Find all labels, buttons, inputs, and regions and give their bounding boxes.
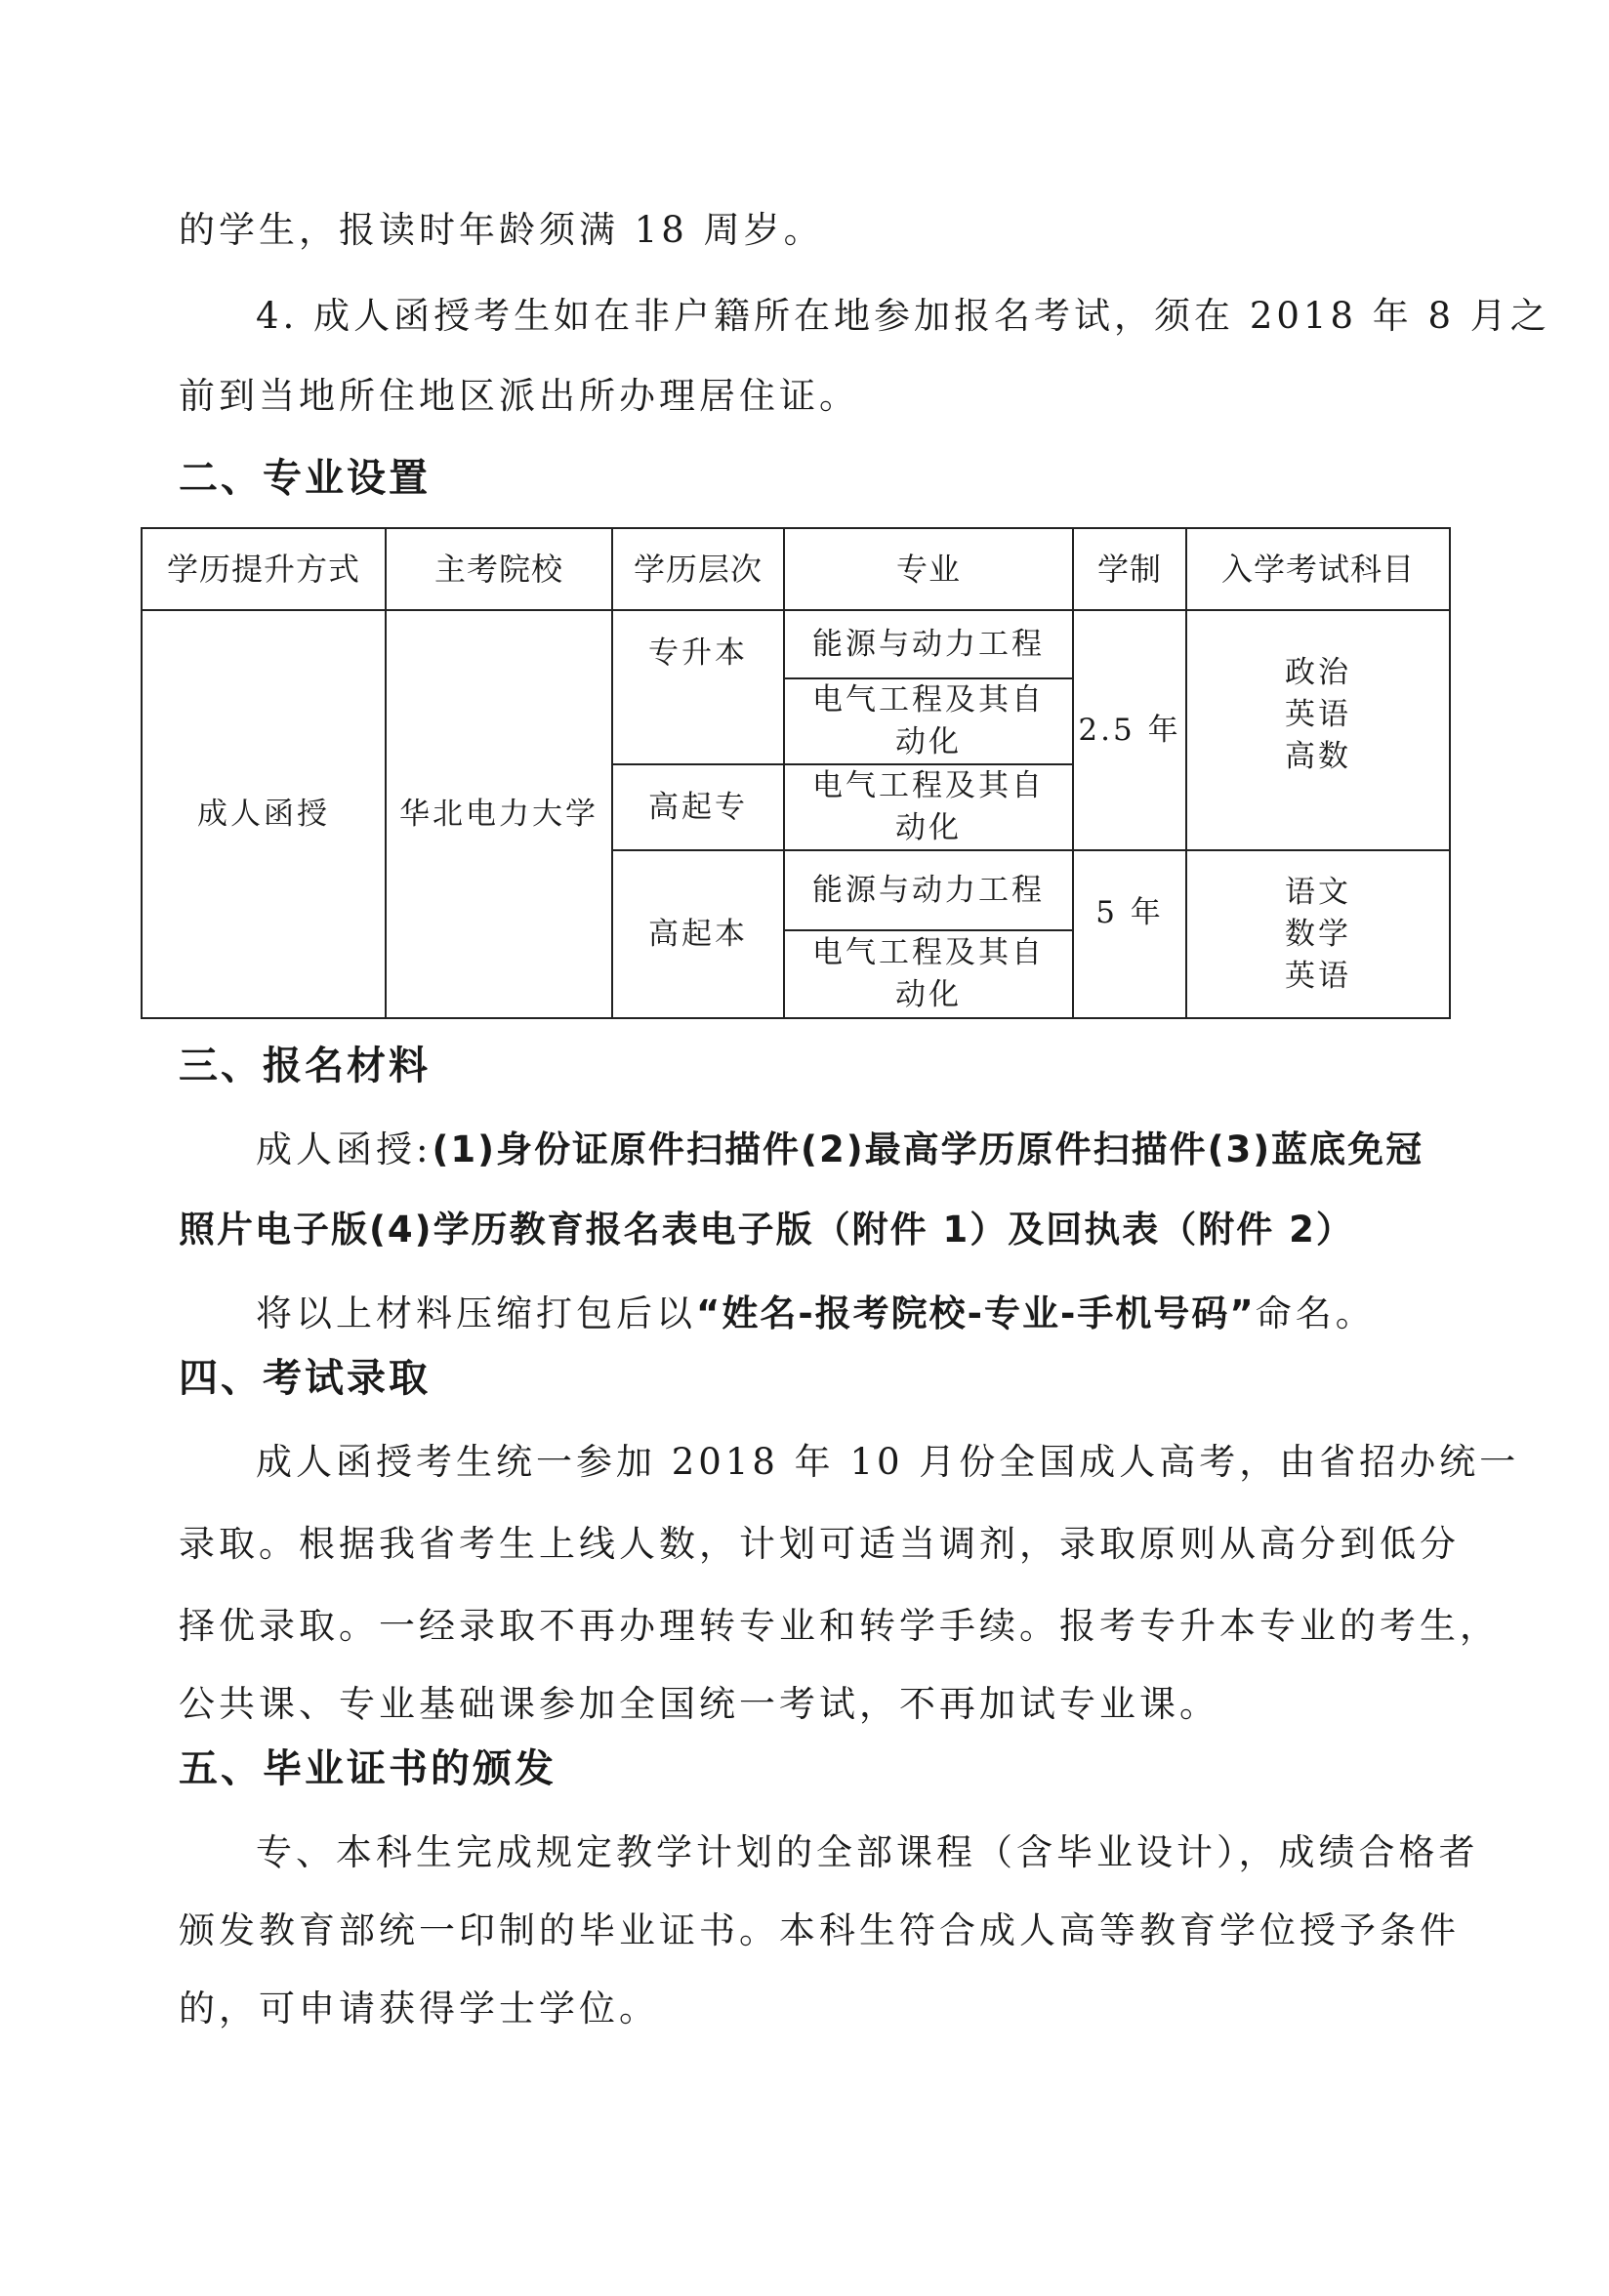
major-text: 动化 [895,810,962,845]
admission-line: 公共课、专业基础课参加全国统一考试，不再加试专业课。 [179,1683,1219,1725]
cell-mode: 成人函授 [197,796,330,832]
item-4-line-1: 4. 成人函授考生如在非户籍所在地参加报名考试，须在 2018 年 8 月之 [256,295,1550,337]
admission-line: 成人函授考生统一参加 2018 年 10 月份全国成人高考，由省招办统一 [256,1441,1520,1483]
certificate-line: 颁发教育部统一印制的毕业证书。本科生符合成人高等教育学位授予条件 [179,1909,1460,1951]
cell-subjects-a [1187,611,1449,849]
major-text: 电气工程及其自 [812,682,1045,718]
major-text: 动化 [895,977,962,1012]
section-5-heading: 五、毕业证书的颁发 [179,1746,557,1791]
cell-level-gqz: 高起专 [648,789,748,825]
materials-line-3 [256,1289,1496,1339]
header-level: 学历层次 [633,550,763,588]
materials-naming-prefix: 将以上材料压缩打包后以 [256,1292,696,1334]
materials-prefix: 成人函授: [256,1128,433,1170]
intro-line: 的学生，报读时年龄须满 18 周岁。 [179,209,824,251]
cell-school: 华北电力大学 [399,796,598,832]
header-mode: 学历提升方式 [166,550,360,588]
section-2-heading: 二、专业设置 [179,456,431,501]
cell-level-gqb: 高起本 [648,916,748,952]
certificate-line: 的，可申请获得学士学位。 [179,1988,659,2030]
subject-text: 英语 [1285,958,1351,994]
cell-subjects-b [1187,851,1449,1017]
section-3-heading: 三、报名材料 [179,1044,431,1088]
cell-duration-25: 2.5 年 [1078,712,1181,748]
major-text: 电气工程及其自 [812,935,1045,970]
cell-duration-5: 5 年 [1095,895,1164,930]
major-text: 动化 [895,724,962,759]
subject-text: 政治 [1285,655,1351,690]
cell-major-energy-2: 能源与动力工程 [812,872,1045,908]
header-school: 主考院校 [433,550,563,588]
header-subjects: 入学考试科目 [1220,550,1415,588]
subject-text: 数学 [1285,916,1351,952]
section-4-heading: 四、考试录取 [179,1356,431,1401]
cell-major-electrical-1 [785,679,1072,763]
subject-text: 英语 [1285,697,1351,732]
cell-major-electrical-3 [785,931,1072,1017]
subject-text: 语文 [1285,874,1351,910]
cell-level-zsb: 专升本 [648,636,748,671]
major-text: 电气工程及其自 [812,768,1045,803]
materials-list: (1)身份证原件扫描件(2)最高学历原件扫描件(3)蓝底免冠 [432,1128,1424,1170]
materials-line-2: 照片电子版(4)学历教育报名表电子版（附件 1）及回执表（附件 2） [179,1209,1354,1250]
subject-text: 高数 [1285,739,1351,774]
materials-naming-suffix: 命名。 [1255,1292,1376,1334]
cell-major-electrical-2 [785,765,1072,849]
major-table [141,527,1451,1019]
header-major: 专业 [895,550,961,588]
item-4-line-2: 前到当地所住地区派出所办理居住证。 [179,375,859,417]
materials-line-1 [256,1125,1496,1175]
materials-naming-format: “姓名-报考院校-专业-手机号码” [696,1292,1256,1334]
cell-major-energy-1: 能源与动力工程 [812,626,1045,662]
admission-line: 择优录取。一经录取不再办理转专业和转学手续。报考专升本专业的考生， [179,1605,1500,1647]
admission-line: 录取。根据我省考生上线人数，计划可适当调剂，录取原则从高分到低分 [179,1523,1460,1565]
certificate-line: 专、本科生完成规定教学计划的全部课程（含毕业设计），成绩合格者 [256,1831,1479,1873]
header-duration: 学制 [1096,550,1162,588]
